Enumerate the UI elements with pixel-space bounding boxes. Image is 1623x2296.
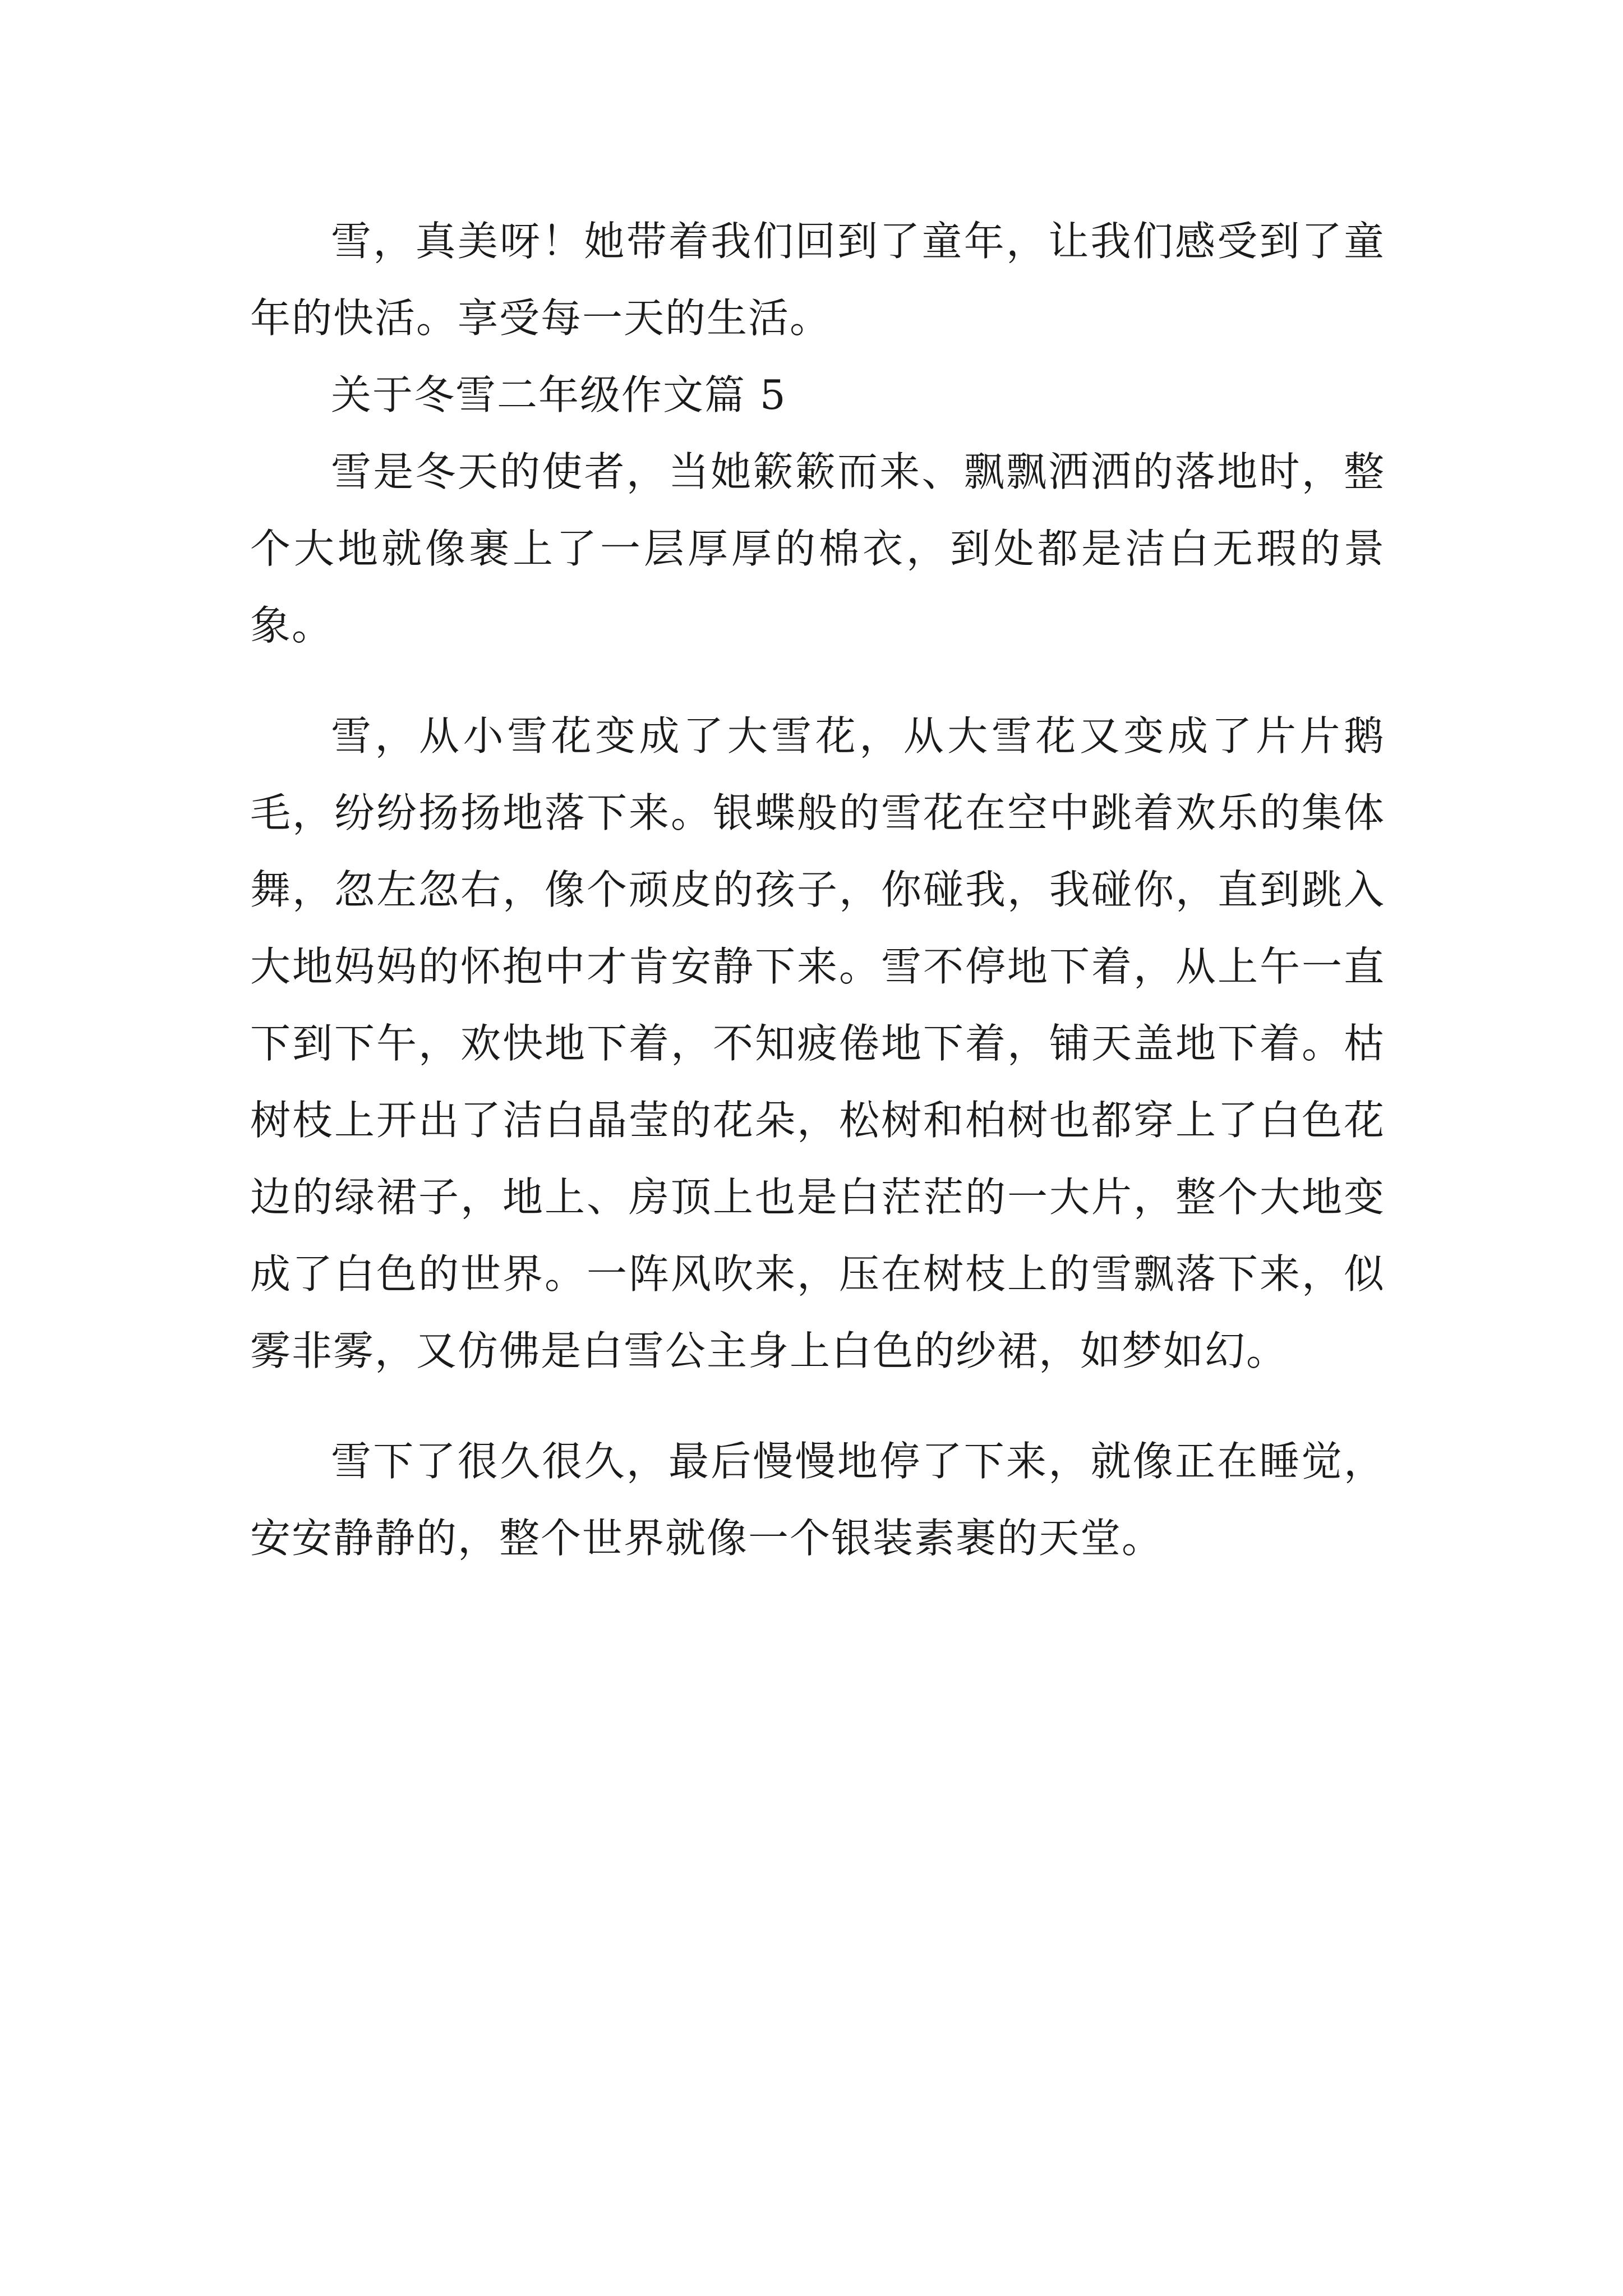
- document-body: [250, 203, 1385, 1577]
- paragraph-3: 雪下了很久很久，最后慢慢地停了下来，就像正在睡觉，安安静静的，整个世界就像一个银装素裹的天堂。: [250, 1438, 1385, 1562]
- section-heading: 关于冬雪二年级作文篇 5: [331, 371, 787, 418]
- paragraph-1: 雪是冬天的使者，当她簌簌而来、飘飘洒洒的落地时，整个大地就像裹上了一层厚厚的棉衣，到处都是洁白无瑕的景象。: [250, 448, 1385, 649]
- paragraph-2: 雪，从小雪花变成了大雪花，从大雪花又变成了片片鹅毛，纷纷扬扬地落下来。银蝶般的雪花在空中跳着欢乐的集体舞，忽左忽右，像个顽皮的孩子，你碰我，我碰你，直到跳入大地妈妈的怀抱中才肯安静下来。雪不停地下着，从上午一直下到下午，欢快地下着，不知疲倦地下着，铺天盖地下着。枯树枝上开出了洁白晶莹的花朵，松树和柏树也都穿上了白色花边的绿裙子，地上、房顶上也是白茫茫的一大片，整个大地变成了白色的世界。一阵风吹来，压在树枝上的雪飘落下来，似雾非雾，又仿佛是白雪公主身上白色的纱裙，如梦如幻。: [250, 712, 1385, 1374]
- paragraph-intro-ending: 雪，真美呀！她带着我们回到了童年，让我们感受到了童年的快活。享受每一天的生活。: [250, 218, 1385, 342]
